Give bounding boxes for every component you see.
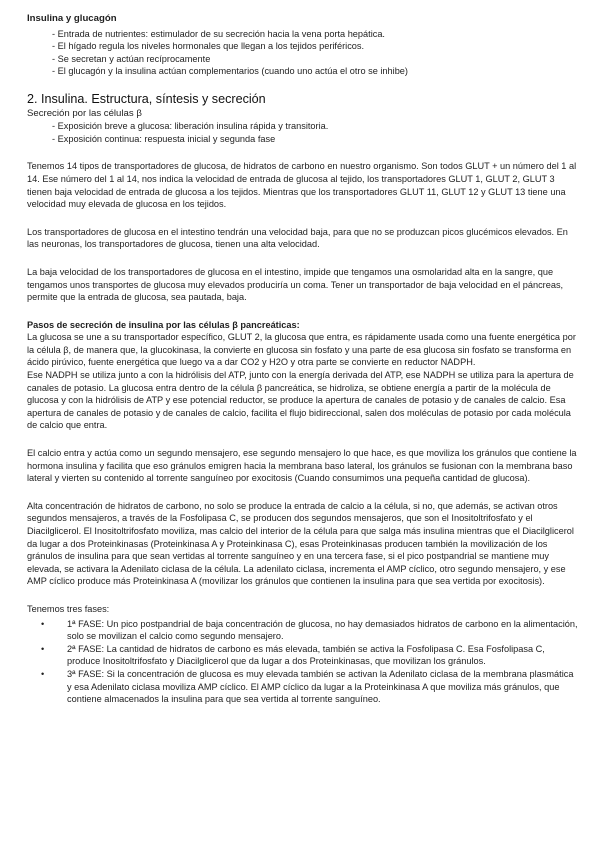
- section-heading-insulina: 2. Insulina. Estructura, síntesis y secreción: [27, 91, 266, 106]
- paragraph-calcio: El calcio entra y actúa como un segundo mensajero, ese segundo mensajero lo que hace, es que moviliza los gránulos que contiene la hormona insulina y facilita que eso gránulos emigren hacia la membrana baso lateral, los gránulos se fusionan con la membrana baso lateral y vierten su contenido al torrente sanguíneo por exocitosis (Cuando consumimos una pequeña cantidad de glucosa).: [27, 448, 577, 484]
- paragraph-baja-velocidad: La baja velocidad de los transportadores de glucosa en el intestino, impide que tengamos una osmolaridad alta en la sangre, que tengamos unos transportes de glucosa muy elevados produciría un coma. Tener un transportador de baja velocidad en el páncreas, permite que la entrada de glucosa, sea pautada, baja.: [27, 266, 564, 303]
- paragraph-alta-concentracion: Alta concentración de hidratos de carbono, no solo se produce la entrada de calcio a la célula, si no, que además, se activan otros segundos mensajeros, a través de la Fosfolipasa C, se producen dos segundos mensajeros, que son el Inositoltrifosfato y el Diacilglicerol. El Inositoltrifosfato moviliza, mas calcio del interior de la célula para que salga más insulina mientras que el Diacilglicerol da lugar a dos Proteinkinasas (Proteinkinasa A y Proteinkinasa C), esas Proteinkinasas producen también la movilización de los gránulos de insulina para que sean vertidas al torrente sanguíneo y en una tercera fase, si el pico postpandrial se mantiene muy elevada, se activara la Adenilato ciclasa de la célula. La adenilato ciclasa, incrementa el AMP cíclico, otro segundo mensajero, y ese AMP cíclico produce más Proteinkinasa A (movilizar los gránulos que contienen la insulina para que sea vertida por exocitosis).: [27, 500, 574, 587]
- phases-intro: Tenemos tres fases:: [27, 603, 110, 614]
- phase-text: 1ª FASE: Un pico postpandrial de baja concentración de glucosa, no hay demasiados hidratos de carbono en la alimentación, solo se movilizan el calcio como segundo mensajero.: [67, 618, 578, 642]
- section-title-insulina-glucagon: Insulina y glucagón: [27, 13, 117, 24]
- phase-text: 2ª FASE: La cantidad de hidratos de carbono es más elevada, también se activa la Fosfolipasa C. Esa Fosfolipasa C, produce Inositoltrifosfato y Diacilglicerol que da lugar a dos Proteinkinasas, que movilizan los gránulos.: [67, 643, 545, 667]
- paragraph-glut2: La glucosa se une a su transportador específico, GLUT 2, la glucosa que entra, es rápidamente usada como una fuente energética por la célula β, de manera que, la glucokinasa, la convierte en glucosa sin fosfato y una parte de esa glucosa sin fosfato se transforma en ácido pirúvico, fuente energética que luego va a dar CO2 y H2O y otra parte se convierte en reductor NADPH.: [27, 332, 576, 368]
- bullet-icon: •: [41, 643, 45, 654]
- paragraph-intestino: Los transportadores de glucosa en el intestino tendrán una velocidad baja, para que no se produzcan picos glucémicos elevados. En las neuronas, los transportadores de glucosa, tienen una alta velocidad.: [27, 226, 568, 250]
- list-item: [27, 643, 579, 668]
- subheading-secrecion: Secreción por las células β: [27, 107, 142, 119]
- dash-item: - El hígado regula los niveles hormonales que llegan a los tejidos periféricos.: [52, 41, 365, 52]
- bullet-icon: •: [41, 618, 45, 629]
- list-item: [27, 668, 579, 706]
- phases-list: [27, 618, 579, 706]
- steps-heading: Pasos de secreción de insulina por las células β pancreáticas:: [27, 319, 300, 330]
- dash-item: - Se secretan y actúan recíprocamente: [52, 53, 211, 64]
- document-page: [27, 13, 579, 706]
- list-item: [27, 618, 579, 643]
- bullet-icon: •: [41, 668, 45, 679]
- dash-item: - Entrada de nutrientes: estimulador de su secreción hacia la vena porta hepática.: [52, 28, 385, 39]
- dash-item: - El glucagón y la insulina actúan complementarios (cuando uno actúa el otro se inhibe): [52, 66, 408, 77]
- dash-item: - Exposición continua: respuesta inicial y segunda fase: [52, 133, 276, 144]
- phase-text: 3ª FASE: Si la concentración de glucosa es muy elevada también se activan la Adenilato ciclasa de la membrana plasmática y esa Adenilato ciclasa moviliza AMP cíclico. El AMP cíclico da lugar a la Proteinkinasa A que moviliza más gránulos, que contiene almacenados la insulina para que sea vertida al torrente sanguíneo.: [67, 668, 574, 705]
- dash-item: - Exposición breve a glucosa: liberación insulina rápida y transitoria.: [52, 121, 329, 132]
- paragraph-transportadores: Tenemos 14 tipos de transportadores de glucosa, de hidratos de carbono en nuestro organismo. Son todos GLUT + un número del 1 al 14. Ese número del 1 al 14, nos indica la velocidad de entrada de glucosa al tejido, los transportadores GLUT 1, GLUT 2, GLUT 3 tienen baja velocidad de entrada de glucosa a los tejidos. Mientras que los transportadores GLUT 11, GLUT 12 y GLUT 13 tiene una velocidad muy elevada de glucosa en los tejidos.: [27, 161, 577, 210]
- paragraph-nadph: Ese NADPH se utiliza junto a con la hidrólisis del ATP, junto con la energía derivada del ATP, ese NADPH se utiliza para la apertura de canales de potasio. La glucosa entra dentro de la célula β pancreática, se hidroliza, se obtiene energía a partir de la molécula de glucosa y con la hidrólisis de ATP y ese potencial reductor, se produce la apertura de canales de potasio y de canales de calcio. Esa apertura de canales de potasio y de canales de calcio, facilita el flujo bidireccional, salen dos moléculas de potasio por cada molécula de calcio que entra.: [27, 370, 574, 431]
